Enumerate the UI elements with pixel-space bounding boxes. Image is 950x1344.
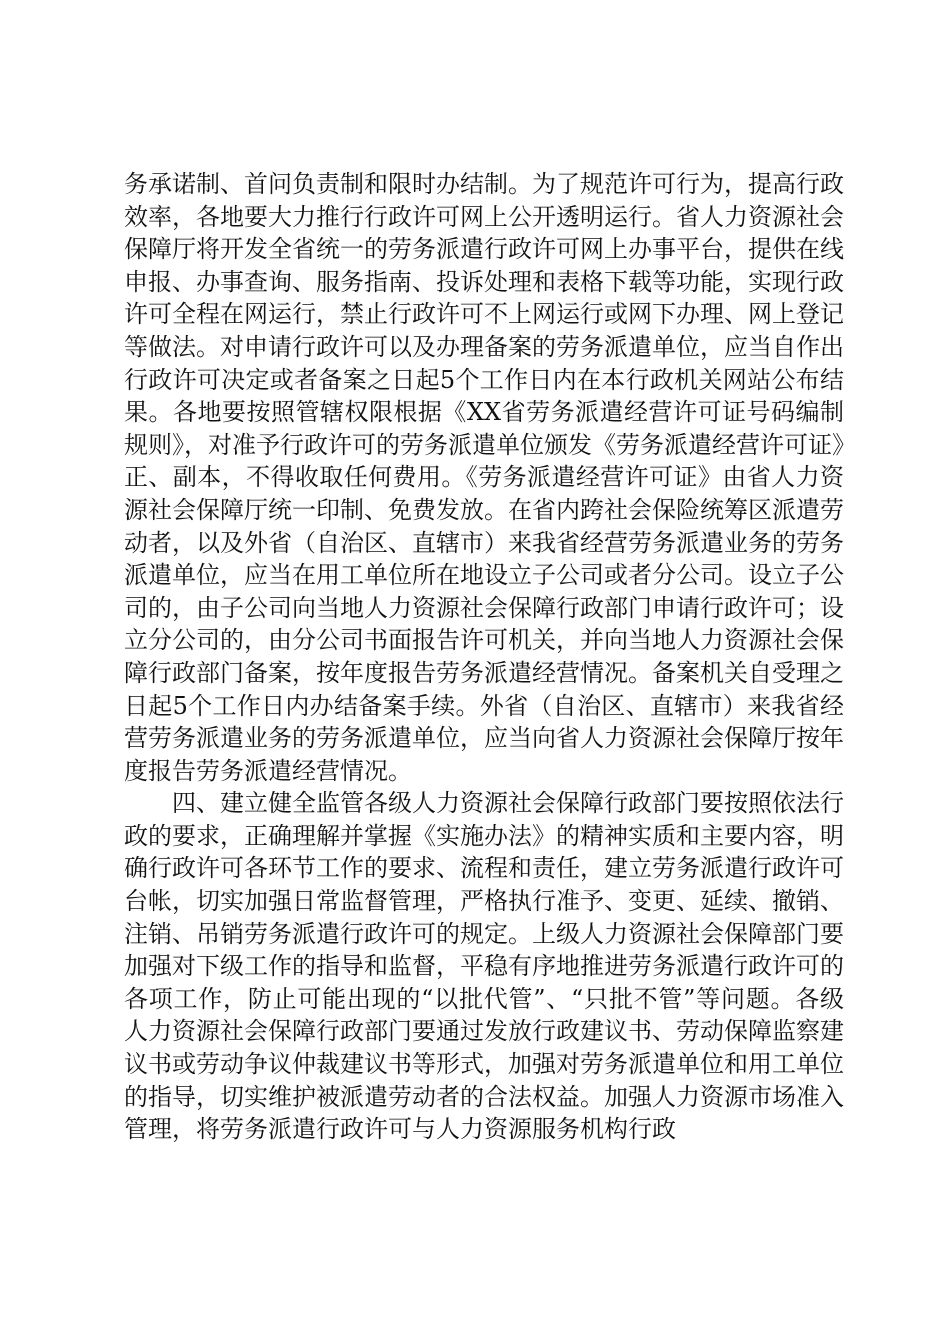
body-text (124, 168, 844, 1146)
paragraph-continuation: 务承诺制、首问负责制和限时办结制。为了规范许可行为，提高行政效率，各地要大力推行行政许可网上公开透明运行。省人力资源社会保障厅将开发全省统一的劳务派遣行政许可网上办事平台，提供在线申报、办事查询、服务指南、投诉处理和表格下载等功能，实现行政许可全程在网运行，禁止行政许可不上网运行或网下办理、网上登记等做法。对申请行政许可以及办理备案的劳务派遣单位，应当自作出行政许可决定或者备案之日起5个工作日内在本行政机关网站公布结果。各地要按照管辖权限根据《XX省劳务派遣经营许可证号码编制规则》，对准予行政许可的劳务派遣单位颁发《劳务派遣经营许可证》正、副本，不得收取任何费用。《劳务派遣经营许可证》由省人力资源社会保障厅统一印制、免费发放。在省内跨社会保险统筹区派遣劳动者，以及外省（自治区、直辖市）来我省经营劳务派遣业务的劳务派遣单位，应当在用工单位所在地设立子公司或者分公司。设立子公司的，由子公司向当地人力资源社会保障行政部门申请行政许可；设立分公司的，由分公司书面报告许可机关，并向当地人力资源社会保障行政部门备案，按年度报告劳务派遣经营情况。备案机关自受理之日起5个工作日内办结备案手续。外省（自治区、直辖市）来我省经营劳务派遣业务的劳务派遣单位，应当向省人力资源社会保障厅按年度报告劳务派遣经营情况。 (124, 170, 844, 785)
paragraph-section-four: 四、建立健全监管各级人力资源社会保障行政部门要按照依法行政的要求，正确理解并掌握《实施办法》的精神实质和主要内容，明确行政许可各环节工作的要求、流程和责任，建立劳务派遣行政许可台帐，切实加强日常监督管理，严格执行准予、变更、延续、撤销、注销、吊销劳务派遣行政许可的规定。上级人力资源社会保障部门要加强对下级工作的指导和监督，平稳有序地推进劳务派遣行政许可的各项工作，防止可能出现的“以批代管”、“只批不管”等问题。各级人力资源社会保障行政部门要通过发放行政建议书、劳动保障监察建议书或劳动争议仲裁建议书等形式，加强对劳务派遣单位和用工单位的指导，切实维护被派遣劳动者的合法权益。加强人力资源市场准入管理，将劳务派遣行政许可与人力资源服务机构行政 (124, 789, 844, 1144)
